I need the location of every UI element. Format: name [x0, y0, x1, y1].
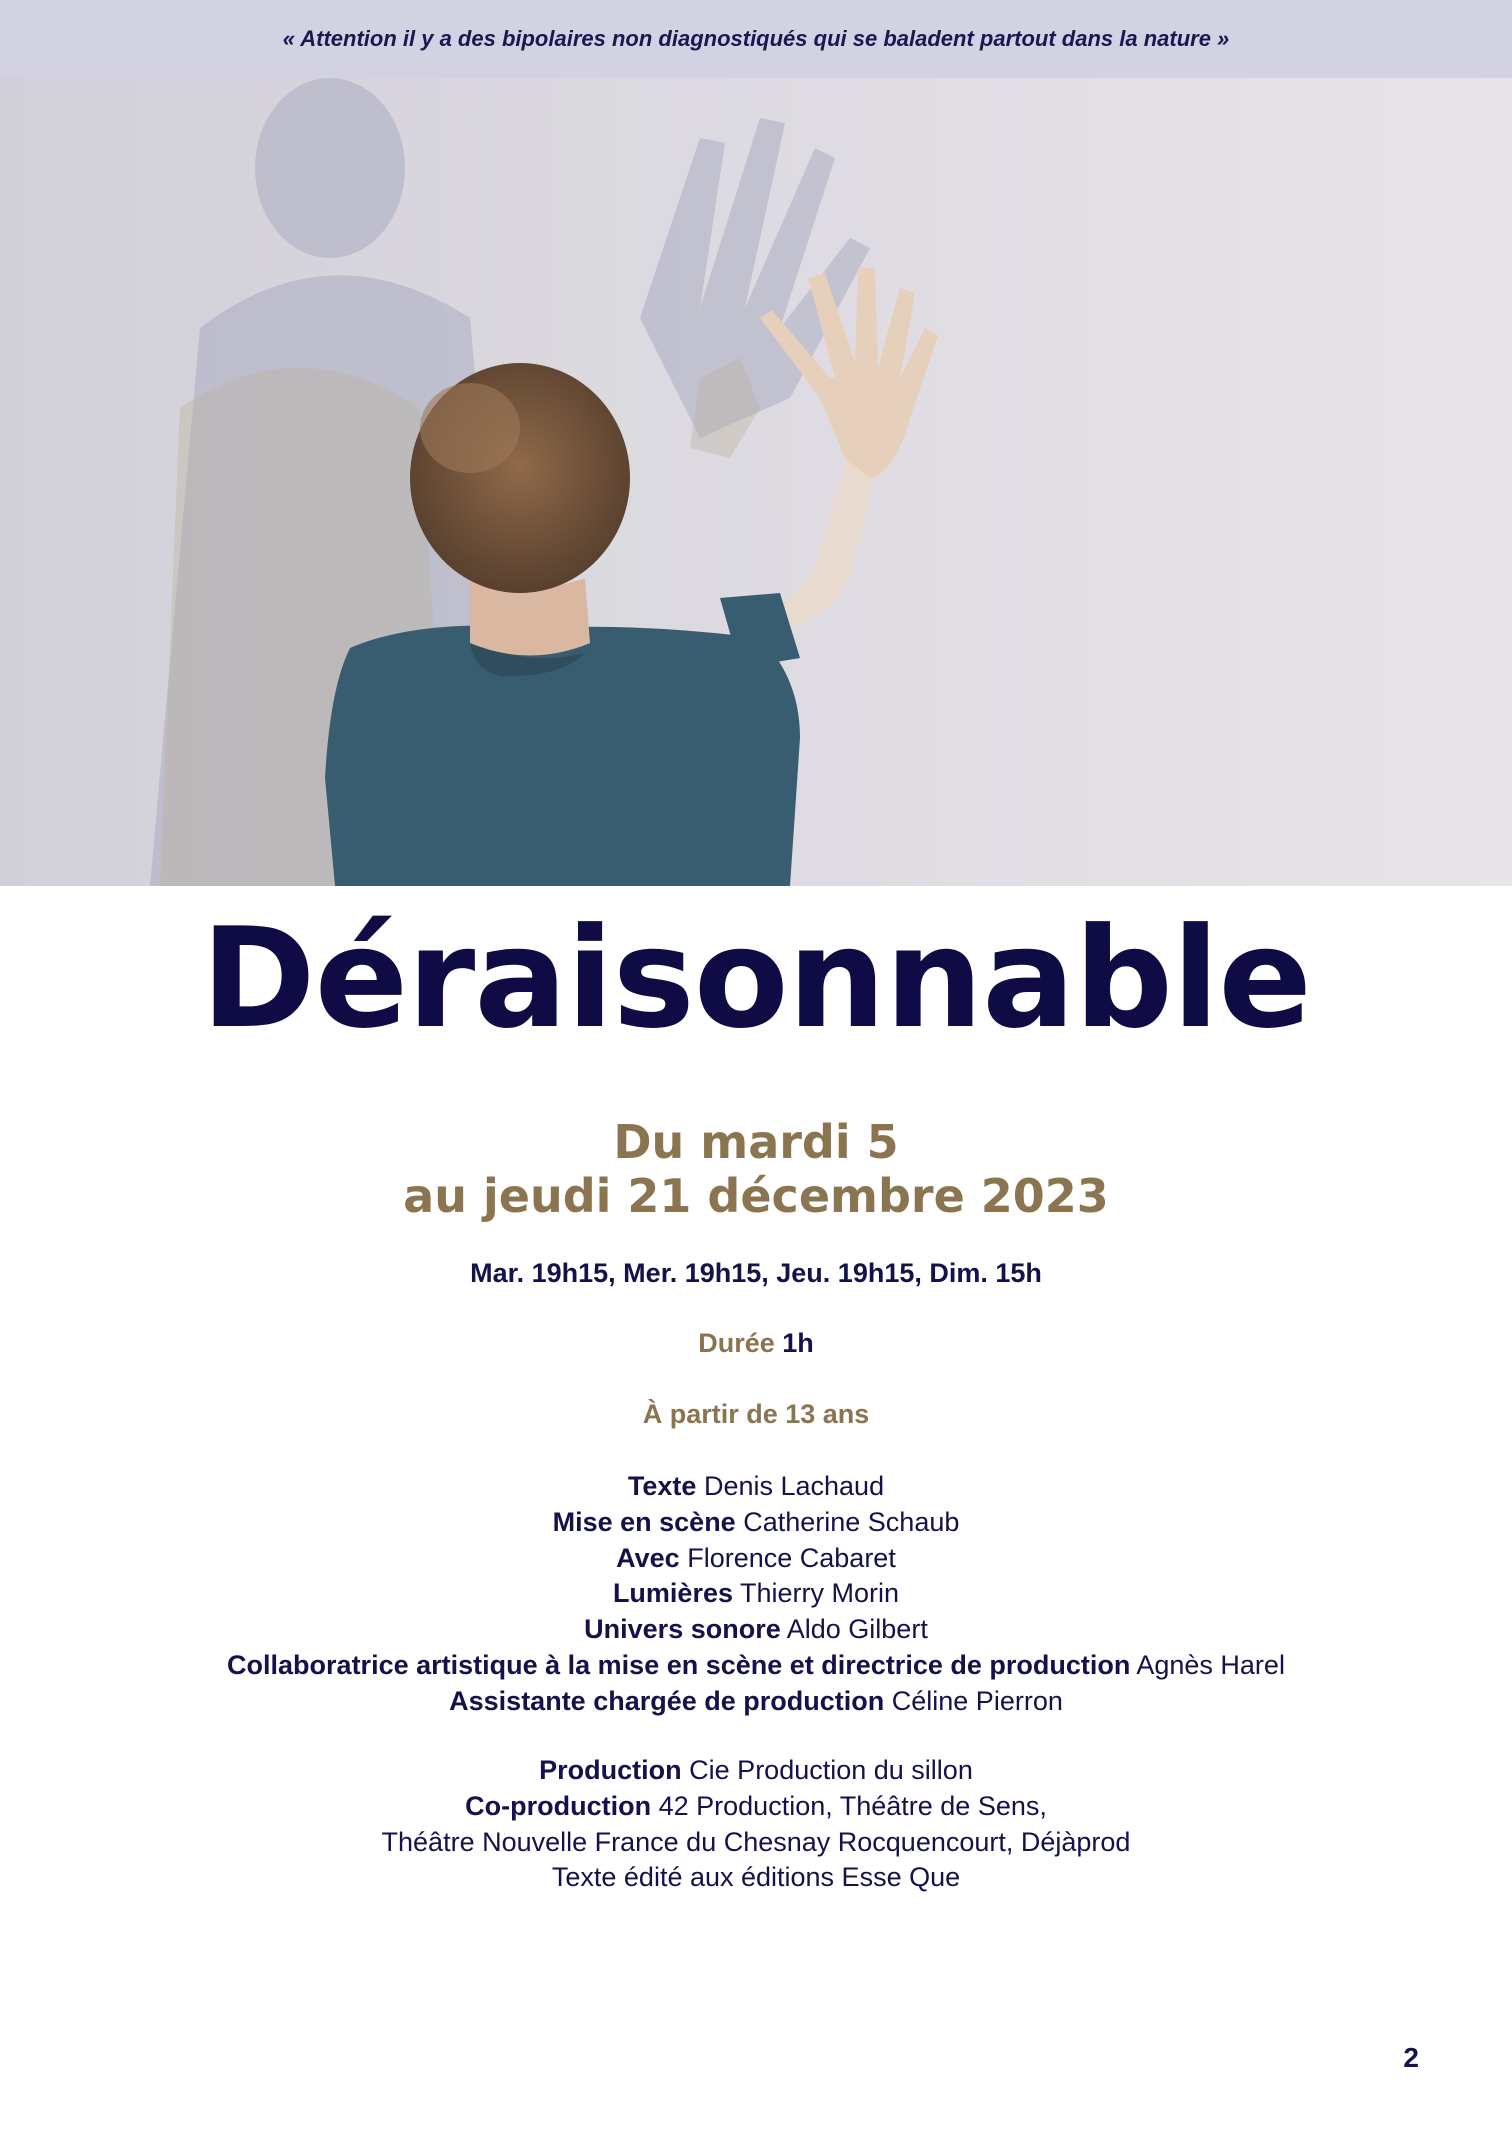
page-number: 2	[1403, 2042, 1419, 2073]
show-schedule: Mar. 19h15, Mer. 19h15, Jeu. 19h15, Dim. 15h	[470, 1258, 1042, 1288]
credit-row	[0, 1505, 1512, 1541]
dates-line-2: au jeudi 21 décembre 2023	[403, 1169, 1109, 1223]
quote-banner	[0, 0, 1512, 78]
production-row	[0, 1753, 1512, 1789]
credit-name: Aldo Gilbert	[786, 1614, 928, 1645]
credit-role: Avec	[616, 1542, 680, 1573]
edition-note: Texte édité aux éditions Esse Que	[551, 1862, 961, 1893]
credits-list	[0, 1469, 1512, 1720]
dates-line-1: Du mardi 5	[613, 1115, 899, 1169]
show-title: Déraisonnable	[201, 898, 1311, 1059]
credit-role: Texte	[627, 1471, 697, 1501]
coproduction-value-line-2: Théâtre Nouvelle France du Chesnay Rocquencourt, Déjàprod	[381, 1826, 1131, 1857]
header-quote: « Attention il y a des bipolaires non diagnostiqués qui se baladent partout dans la nature »	[282, 26, 1230, 51]
credit-name: Agnès Harel	[1136, 1649, 1285, 1680]
show-photo	[0, 78, 1512, 886]
credit-name: Catherine Schaub	[743, 1506, 960, 1537]
credit-role: Mise en scène	[552, 1506, 736, 1537]
duration-label: Durée	[698, 1328, 775, 1358]
credit-name: Florence Cabaret	[687, 1542, 896, 1573]
credit-row	[0, 1612, 1512, 1648]
credit-name: Thierry Morin	[740, 1578, 900, 1609]
credit-row	[0, 1469, 1512, 1505]
production-block	[0, 1753, 1512, 1896]
credit-row	[0, 1576, 1512, 1612]
credit-role: Lumières	[612, 1578, 733, 1609]
duration-value: 1h	[782, 1328, 814, 1358]
credit-role: Univers sonore	[584, 1614, 781, 1645]
credit-row	[0, 1541, 1512, 1577]
credit-role: Assistante chargée de production	[449, 1685, 885, 1716]
coproduction-row	[0, 1789, 1512, 1825]
show-duration	[0, 1328, 1512, 1359]
production-value: Cie Production du sillon	[689, 1755, 973, 1785]
credit-role: Collaboratrice artistique à la mise en scène et directrice de production	[227, 1649, 1131, 1680]
coproduction-label: Co-production	[465, 1790, 652, 1821]
credit-name: Denis Lachaud	[703, 1471, 885, 1501]
credit-name: Céline Pierron	[891, 1685, 1063, 1716]
credit-row	[0, 1684, 1512, 1720]
woman-hand-on-wall-photo	[0, 78, 1512, 886]
credit-row	[0, 1648, 1512, 1684]
coproduction-value-line-1: 42 Production, Théâtre de Sens,	[658, 1790, 1047, 1821]
show-dates	[0, 1115, 1512, 1223]
production-label: Production	[539, 1755, 682, 1785]
age-rating: À partir de 13 ans	[642, 1399, 870, 1429]
